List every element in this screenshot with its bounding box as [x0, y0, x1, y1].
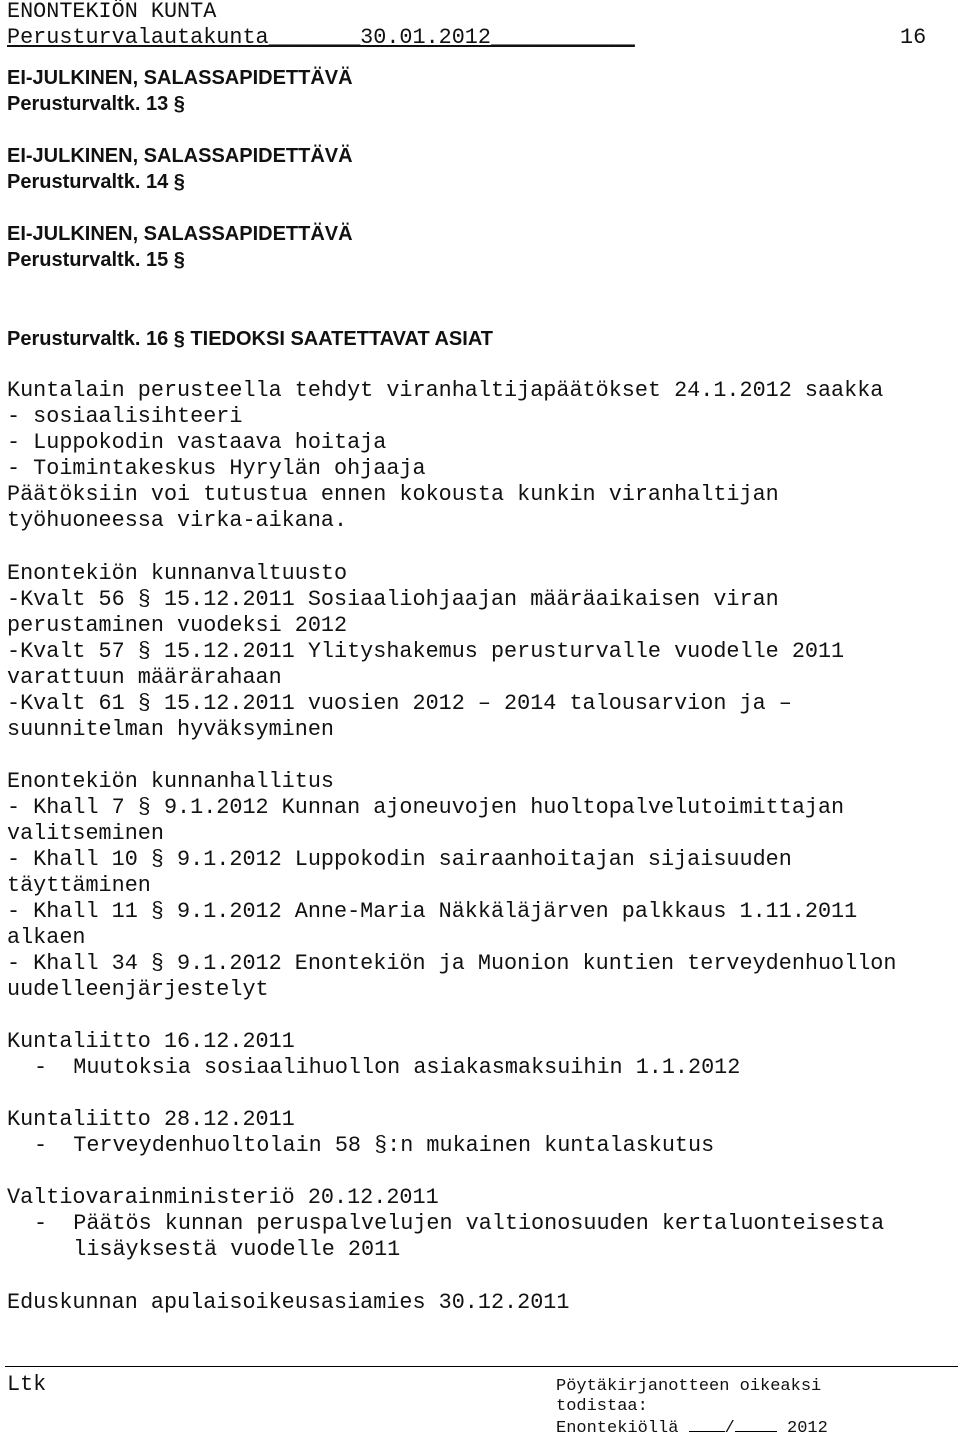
section-16-title: Perusturvaltk. 16 § TIEDOKSI SAATETTAVAT ASIAT [7, 328, 494, 350]
hallitus-line: - Khall 11 § 9.1.2012 Anne-Maria Näkkäläjärven palkkaus 1.11.2011 [7, 899, 858, 924]
date-slash: / [724, 1419, 735, 1438]
kuntaliitto-1-item: - Muutoksia sosiaalihuollon asiakasmaksuihin 1.1.2012 [34, 1055, 741, 1080]
valtuusto-line: suunnitelman hyväksyminen [7, 717, 335, 742]
section-ref-15: Perusturvaltk. 15 § [7, 249, 185, 271]
hallitus-line: alkaen [7, 925, 86, 950]
certification-line: todistaa: [556, 1397, 648, 1416]
intro-line: Päätöksiin voi tutustua ennen kokousta kunkin viranhaltijan [7, 482, 779, 507]
hallitus-line: - Khall 34 § 9.1.2012 Enontekiön ja Muonion kuntien terveydenhuollon [7, 951, 897, 976]
hallitus-line: - Khall 7 § 9.1.2012 Kunnan ajoneuvojen huoltopalvelutoimittajan [7, 795, 845, 820]
page-number: 16 [900, 25, 927, 50]
intro-block [7, 378, 883, 534]
intro-line: - sosiaalisihteeri [7, 404, 243, 429]
valtuusto-line: Enontekiön kunnanvaltuusto [7, 561, 348, 586]
vm-item-line: - Päätös kunnan peruspalvelujen valtionosuuden kertaluonteisesta [34, 1211, 885, 1236]
kuntaliitto-2-item: - Terveydenhuoltolain 58 §:n mukainen kuntalaskutus [34, 1133, 715, 1158]
confidential-label-15: EI-JULKINEN, SALASSAPIDETTÄVÄ [7, 223, 353, 245]
footer-initials: Ltk [7, 1372, 47, 1397]
intro-line: - Toimintakeskus Hyrylän ohjaaja [7, 456, 426, 481]
hallitus-line: valitseminen [7, 821, 164, 846]
intro-line: - Luppokodin vastaava hoitaja [7, 430, 387, 455]
hallitus-line: Enontekiön kunnanhallitus [7, 769, 335, 794]
valtuusto-line: -Kvalt 61 § 15.12.2011 vuosien 2012 – 2014 talousarvion ja – [7, 691, 792, 716]
meeting-body-date: Perusturvalautakunta_______30.01.2012___________ [7, 25, 635, 50]
kuntaliitto-2-heading: Kuntaliitto 28.12.2011 [7, 1107, 295, 1132]
valtuusto-line: varattuun määrärahaan [7, 665, 282, 690]
hallitus-line: - Khall 10 § 9.1.2012 Luppokodin sairaanhoitajan sijaisuuden [7, 847, 792, 872]
valtuusto-line: perustaminen vuodeksi 2012 [7, 613, 348, 638]
intro-line: työhuoneessa virka-aikana. [7, 508, 348, 533]
confidential-label-13: EI-JULKINEN, SALASSAPIDETTÄVÄ [7, 67, 353, 89]
footer-divider [5, 1366, 958, 1367]
place-text: Enontekiöllä [556, 1419, 679, 1438]
month-blank [735, 1417, 777, 1432]
year-text: 2012 [787, 1419, 828, 1438]
hallitus-line: uudelleenjärjestelyt [7, 977, 269, 1002]
kuntaliitto-1-heading: Kuntaliitto 16.12.2011 [7, 1029, 295, 1054]
confidential-label-14: EI-JULKINEN, SALASSAPIDETTÄVÄ [7, 145, 353, 167]
hallitus-line: täyttäminen [7, 873, 151, 898]
eduskunta-line: Eduskunnan apulaisoikeusasiamies 30.12.2011 [7, 1290, 570, 1315]
day-blank [689, 1417, 725, 1432]
valtuusto-line: -Kvalt 57 § 15.12.2011 Ylityshakemus perusturvalle vuodelle 2011 [7, 639, 845, 664]
certification-place-date [556, 1417, 828, 1439]
org-name: ENONTEKIÖN KUNTA [7, 0, 217, 24]
section-ref-13: Perusturvaltk. 13 § [7, 93, 185, 115]
valtuusto-block [7, 561, 844, 743]
vm-heading: Valtiovarainministeriö 20.12.2011 [7, 1185, 439, 1210]
section-ref-14: Perusturvaltk. 14 § [7, 171, 185, 193]
certification-line: Pöytäkirjanotteen oikeaksi [556, 1377, 822, 1396]
valtuusto-line: -Kvalt 56 § 15.12.2011 Sosiaaliohjaajan määräaikaisen viran [7, 587, 779, 612]
hallitus-block [7, 769, 896, 1003]
intro-line: Kuntalain perusteella tehdyt viranhaltijapäätökset 24.1.2012 saakka [7, 378, 884, 403]
vm-item-line: lisäyksestä vuodelle 2011 [34, 1237, 401, 1262]
